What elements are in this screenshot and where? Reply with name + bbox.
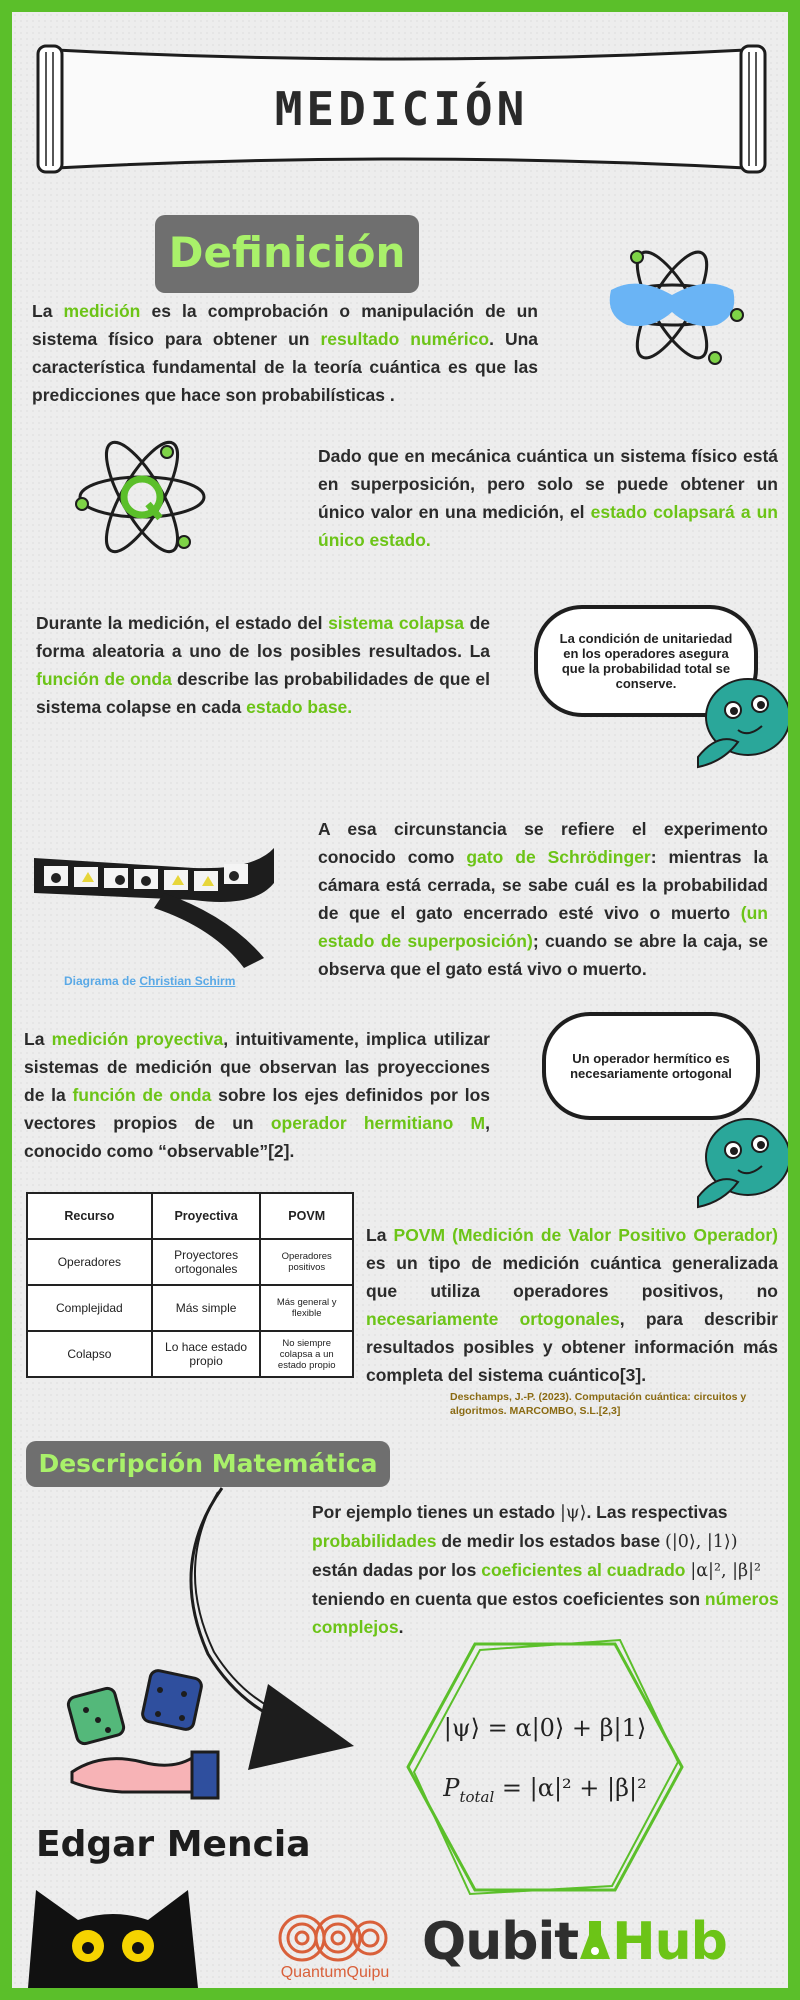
table-cell: Complejidad (27, 1285, 152, 1331)
comparison-table (26, 1192, 354, 1378)
table-cell: Proyectores ortogonales (152, 1239, 261, 1285)
projective-measurement-paragraph: La medición proyectiva, intuitivamente, implica utilizar sistemas de medición que observan las proyecciones de la función de onda sobre los ejes definidos por los vectores propios de un operador hermitiano M, conocido como “observable”[2]. (24, 1029, 490, 1161)
table-cell: Operadores positivos (260, 1239, 353, 1285)
axolotl-icon-2 (678, 1102, 788, 1212)
axolotl-icon (678, 662, 788, 772)
povm-paragraph: La POVM (Medición de Valor Positivo Operador) es un tipo de medición cuántica generalizada que utiliza operadores positivos, no necesariamente ortogonales, para describir resultados posibles y obtener información más completa del sistema cuántico[3]. (366, 1225, 778, 1385)
title-banner (34, 38, 769, 180)
state-formula: |ψ⟩ = α|0⟩ + β|1⟩ (443, 1714, 647, 1742)
infographic-page (12, 12, 788, 1988)
table-cell: Más simple (152, 1285, 261, 1331)
table-header: Proyectiva (152, 1193, 261, 1239)
schrodinger-film-strip (34, 838, 284, 974)
math-paragraph: Por ejemplo tienes un estado |ψ⟩. Las respectivas probabilidades de medir los estados base (|0⟩, |1⟩) están dadas por los coeficientes al cuadrado |α|², |β|² teniendo en cuenta que estos coeficientes son números complejos. (312, 1502, 779, 1637)
q-atom-icon (72, 432, 212, 562)
math-heading: Descripción Matemática (26, 1441, 390, 1487)
quantumquipu-label: QuantumQuipu (280, 1964, 390, 1981)
table-row (27, 1285, 353, 1331)
table-header: POVM (260, 1193, 353, 1239)
definicion-heading: Definición (155, 215, 419, 293)
quantumquipu-logo-icon (274, 1910, 394, 1966)
page-title: MEDICIÓN (274, 82, 529, 136)
author-name: Edgar Mencia (36, 1824, 311, 1865)
black-cat-icon (18, 1880, 208, 1988)
schrodinger-paragraph: A esa circunstancia se refiere el experimento conocido como gato de Schrödinger: mientras la cámara está cerrada, se sabe cuál es la probabilidad de que el gato encerrado esté vivo o muerto (un estado de superposición); cuando se abre la caja, se observa que el gato está vivo o muerto. (318, 819, 768, 979)
hermitian-speech-bubble: Un operador hermítico es necesariamente ortogonal (542, 1012, 760, 1120)
table-row (27, 1239, 353, 1285)
table-header-row (27, 1193, 353, 1239)
masked-atom-icon (597, 240, 747, 370)
superposition-paragraph: Dado que en mecánica cuántica un sistema físico está en superposición, pero solo se puede obtener un único valor en una medición, el estado colapsará a un único estado. (318, 446, 778, 550)
qubithub-logo: Qubit Hub (422, 1912, 727, 1972)
table-cell: Operadores (27, 1239, 152, 1285)
table-cell: Más general y flexible (260, 1285, 353, 1331)
probability-formula: $P_{total} = |\alpha|^2 + |\beta|^2$ (443, 1774, 647, 1806)
table-cell: Lo hace estado propio (152, 1331, 261, 1377)
caption-author-link[interactable]: Christian Schirm (139, 974, 236, 988)
table-row (27, 1331, 353, 1377)
table-cell: Colapso (27, 1331, 152, 1377)
definition-paragraph: La medición es la comprobación o manipulación de un sistema físico para obtener un resultado numérico. Una característica fundamental de la teoría cuántica es que las predicciones que hace son probabilísticas . (32, 301, 539, 405)
collapse-paragraph: Durante la medición, el estado del sistema colapsa de forma aleatoria a uno de los posibles resultados. La función de onda describe las probabilidades de que el sistema colapse en cada estado base. (36, 613, 490, 717)
dice-hand-icon (62, 1662, 232, 1812)
table-cell: No siempre colapsa a un estado propio (260, 1331, 353, 1377)
reference-citation: Deschamps, J.-P. (2023). Computación cuántica: circuitos y algoritmos. MARCOMBO, S.L.[2,3] (450, 1391, 747, 1417)
table-header: Recurso (27, 1193, 152, 1239)
formula-hexagon (400, 1636, 690, 1898)
flask-icon (578, 1923, 612, 1963)
diagram-caption: Diagrama de Christian Schirm (64, 974, 236, 988)
unitarity-speech-bubble: La condición de unitariedad en los operadores asegura que la probabilidad total se conserve. (534, 605, 758, 717)
